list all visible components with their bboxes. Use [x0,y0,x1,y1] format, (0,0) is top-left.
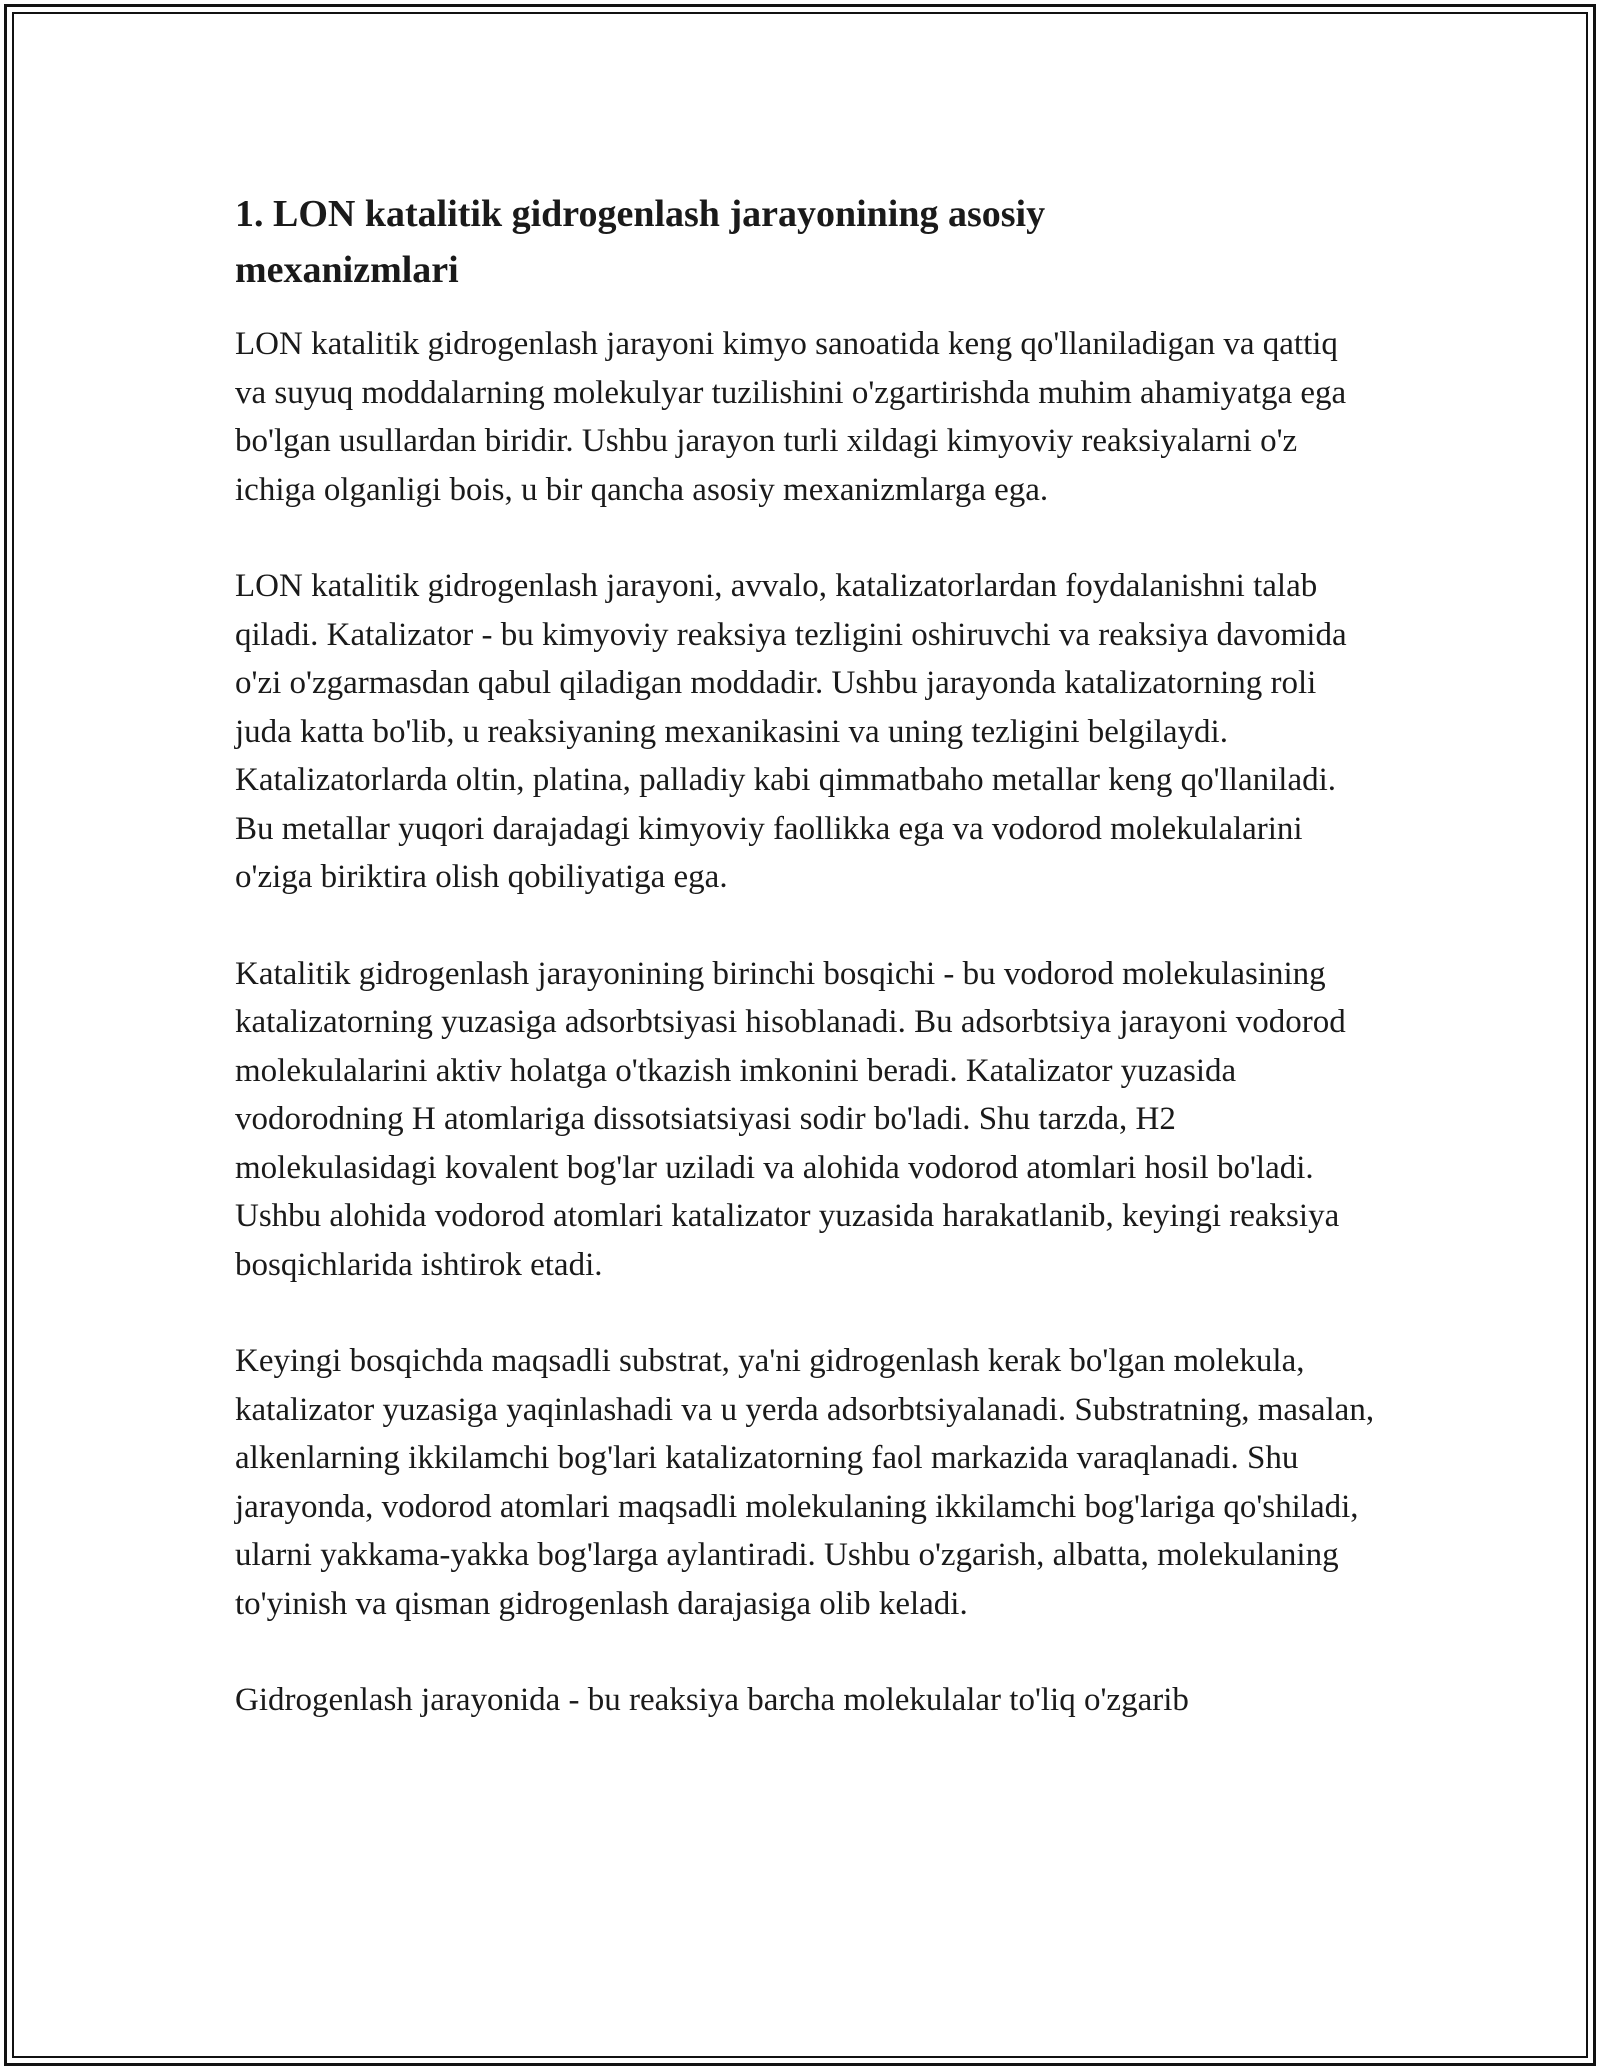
paragraph-4: Keyingi bosqichda maqsadli substrat, ya'ni gidrogenlash kerak bo'lgan molekula, katalizator yuzasiga yaqinlashadi va u yerda adsorbtsiyalanadi. Substratning, masalan, alkenlarning ikkilamchi bog'lari katalizatorning faol markazida varaqlanadi. Shu jarayonda, vodorod atomlari maqsadli molekulaning ikkilamchi bog'lariga qo'shiladi, ularni yakkama-yakka bog'larga aylantiradi. Ushbu o'zgarish, albatta, molekulaning to'yinish va qisman gidrogenlash darajasiga olib keladi. [235,1343,1375,1622]
document-body [235,186,1375,1773]
paragraph-1: LON katalitik gidrogenlash jarayoni kimyo sanoatida keng qo'llaniladigan va qattiq va suyuq moddalarning molekulyar tuzilishini o'zgartirishda muhim ahamiyatga ega bo'lgan usullardan biridir. Ushbu jarayon turli xildagi kimyoviy reaksiyalarni o'z ichiga olganligi bois, u bir qancha asosiy mexanizmlarga ega. [235,326,1347,508]
paragraph-2: LON katalitik gidrogenlash jarayoni, avvalo, katalizatorlardan foydalanishni talab qiladi. Katalizator - bu kimyoviy reaksiya tezligini oshiruvchi va reaksiya davomida o'zi o'zgarmasdan qabul qiladigan moddadir. Ushbu jarayonda katalizatorning roli juda katta bo'lib, u reaksiyaning mexanikasini va uning tezligini belgilaydi. Katalizatorlarda oltin, platina, palladiy kabi qimmatbaho metallar keng qo'llaniladi. Bu metallar yuqori darajadagi kimyoviy faollikka ega va vodorod molekulalarini o'ziga biriktira olish qobiliyatiga ega. [235,568,1347,895]
paragraph-3: Katalitik gidrogenlash jarayonining birinchi bosqichi - bu vodorod molekulasining katalizatorning yuzasiga adsorbtsiyasi hisoblanadi. Bu adsorbtsiya jarayoni vodorod molekulalarini aktiv holatga o'tkazish imkonini beradi. Katalizator yuzasida vodorodning H atomlariga dissotsiatsiyasi sodir bo'ladi. Shu tarzda, H2 molekulasidagi kovalent bog'lar uziladi va alohida vodorod atomlari hosil bo'ladi. Ushbu alohida vodorod atomlari katalizator yuzasida harakatlanib, keyingi reaksiya bosqichlarida ishtirok etadi. [235,955,1346,1283]
paragraph-5: Gidrogenlash jarayonida - bu reaksiya barcha molekulalar to'liq o'zgarib [235,1682,1189,1718]
section-heading: 1. LON katalitik gidrogenlash jarayonining asosiy mexanizmlari [235,193,1046,291]
